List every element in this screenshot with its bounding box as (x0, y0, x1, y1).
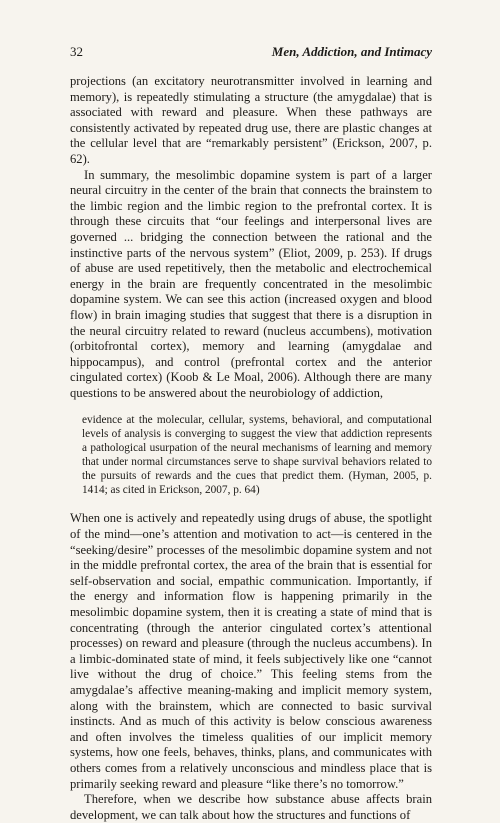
block-quote: evidence at the molecular, cellular, systems, behavioral, and computational levels of analysis is converging to suggest the view that addiction represents a pathological usurpation of the neural mechanisms of learning and memory that under normal circumstances serve to shape survival behaviors related to the pursuits of rewards and the cues that predict them. (Hyman, 2005, p. 1414; as cited in Erickson, 2007, p. 64) (82, 414, 432, 497)
paragraph-3: When one is actively and repeatedly using drugs of abuse, the spotlight of the mind—one’s attention and motivation to act—is centered in the “seeking/desire” processes of the mesolimbic dopamine system and not in the middle prefrontal cortex, the area of the brain that is essential for self-observation and social, empathic communication. Importantly, if the energy and information flow is happening primarily in the mesolimbic dopamine system, then it is creating a state of mind that is concentrating (through the anterior cingulated cortex’s attentional processes) on reward and pleasure (through the nucleus accumbens). In a limbic-dominated state of mind, it feels subjectively like one “cannot live without the drug of choice.” This feeling stems from the amygdalae’s affective meaning-making and implicit memory system, along with the brainstem, which are connected to basic survival instincts. And as much of this activity is below conscious awareness and often involves the timeless qualities of our implicit memory systems, how one feels, behaves, thinks, plans, and communicates with others comes from a relatively unconscious and mindless place that is primarily seeking reward and pleasure “like there’s no tomorrow.” (70, 511, 432, 791)
running-head (70, 44, 432, 60)
book-title: Men, Addiction, and Intimacy (271, 44, 432, 59)
paragraph-4: Therefore, when we describe how substance abuse affects brain development, we can talk about how the structures and functions of (70, 792, 432, 822)
paragraph-1: projections (an excitatory neurotransmitter involved in learning and memory), is repeatedly stimulating a structure (the amygdalae) that is associated with reward and pleasure. When these pathways are consistently activated by repeated drug use, there are plastic changes at the cellular level that are “remarkably persistent” (Erickson, 2007, p. 62). (70, 74, 432, 166)
paragraph-2: In summary, the mesolimbic dopamine system is part of a larger neural circuitry in the center of the brain that connects the brainstem to the limbic region and the limbic region to the prefrontal cortex. It is through these circuits that “our feelings and interpersonal lives are governed ... bridging the connection between the rational and the instinctive parts of the nervous system” (Eliot, 2009, p. 253). If drugs of abuse are used repetitively, then the metabolic and electrochemical energy in the brain are frequently concentrated in the mesolimbic dopamine system. We can see this action (increased oxygen and blood flow) in brain imaging studies that suggest that there is a disruption in the neural circuitry related to reward (nucleus accumbens), motivation (orbitofrontal cortex), memory and learning (amygdalae and hippocampus), and control (prefrontal cortex and the anterior cingulated cortex) (Koob & Le Moal, 2006). Although there are many questions to be answered about the neurobiology of addiction, (70, 167, 432, 400)
page-number: 32 (70, 44, 83, 59)
